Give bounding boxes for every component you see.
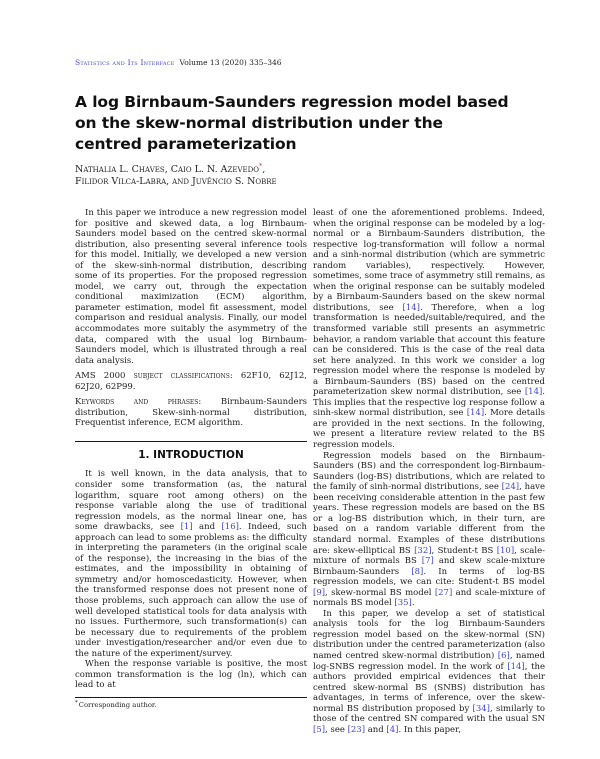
intro-paragraph-2: When the response variable is positive, the most common transformation is the log (ln), which can lead to at [75,659,307,691]
footnote-marker: * [75,699,78,706]
abstract-paragraph: In this paper we introduce a new regression model for positive and skewed data, a log Birnbaum-Saunders model based on the centred skew-normal distribution, also presenting several inference tools for this model. Initially, we developed a new version of the skew-sinh-normal distribution, describing some of its properties. For the proposed regression model, we carry out, through the expectation conditional maximization (ECM) algorithm, parameter estimation, model fit assessment, model comparison and residual analysis. Finally, our model accommodates more suitably the asymmetry of the data, compared with the usual log Birnbaum-Saunders model, which is illustrated through a real data analysis. [75,208,307,366]
text-run: , similarly to those of the centred SN compared with the usual SN [313,703,546,725]
text-run: , skew-normal BS model [325,587,435,598]
citation-link[interactable]: [14] [402,302,420,313]
contribution-paragraph [313,609,545,736]
authors-block [75,161,545,187]
section-1-heading: 1. INTRODUCTION [138,449,244,462]
corresponding-author-marker[interactable]: * [259,161,263,170]
citation-link[interactable]: [7] [421,556,434,567]
citation-link[interactable]: [16] [221,522,239,533]
intro-paragraph-1 [75,469,307,659]
text-run: , named log-SNBS regression model. In the work of [313,650,545,672]
keywords [75,397,307,429]
citation-link[interactable]: [8] [411,566,424,577]
ams-label: AMS 2000 subject classifications: [75,371,233,382]
text-run: , see [325,724,348,735]
left-column [75,208,307,735]
citation-link[interactable]: [35] [394,598,412,609]
citation-link[interactable]: [6] [497,650,510,661]
citation-link[interactable]: [10] [496,545,515,556]
citation-link[interactable]: [23] [347,724,366,735]
text-run: and [365,724,387,735]
text-run: . This implies that the respective log response follow a sinh-skew normal distribution, see [313,387,545,419]
citation-link[interactable]: [9] [313,587,326,598]
footnote-rule [75,697,307,698]
page-content [75,58,545,735]
text-run: Regression models based on the Birnbaum-Saunders (BS) and the correspondent log-Birnbaum-Saunders (log-BS) distributions, which are related to the family of sinh-normal distributions, see [313,450,545,493]
citation-link[interactable]: [27] [434,587,453,598]
authors-line-1 [75,161,545,176]
journal-header [75,58,545,68]
text-run: . In this paper, [398,724,461,735]
citation-link[interactable]: [14] [507,661,525,672]
ams-classifications [75,371,307,392]
author-names-tail: , [262,164,266,175]
text-run: . Therefore, when a log transformation is needed/suitable/required, and the transformed variable still presents an asymmetric behavior, a random variable that account this feature can be considered. This is the case of the real data set here analyzed. In this work we consider a log regression model where the response is modeled by a Birnbaum-Saunders (BS) based on the centred parameterization skew normal distribution, see [313,302,545,398]
right-column [313,208,545,735]
text-run: , have been receiving considerable attention in the past few years. These regression models are based on the BS or a log-BS distribution which, in their turn, are based on a random variable different from the standard normal. Examples of these distributions are: skew-elliptical BS [313,482,545,556]
text-run: and scale-mixture of normals BS model [313,587,545,609]
journal-name-link[interactable]: Statistics and Its Interface [75,58,175,67]
text-run: It is well known, in the data analysis, that to consider some transformation (as, the natural logarithm, square root among others) on the response variable along the use of traditional regression models, as the normal linear one, has some drawbacks, see [75,469,307,533]
citation-link[interactable]: [24] [501,482,520,493]
text-run: , Student-t BS [431,545,497,556]
volume-info: Volume 13 (2020) 335–346 [179,58,282,67]
paper-title-line-1: A log Birnbaum-Saunders regression model based [75,93,509,111]
citation-link[interactable]: [5] [313,724,326,735]
footnote-text: Corresponding author. [78,700,157,709]
two-column-body [75,208,545,735]
section-divider-rule [75,441,307,443]
keywords-label: Keywords and phrases: [75,397,202,408]
citation-link[interactable]: [1] [180,522,193,533]
author-names: Nathalia L. Chaves, Caio L. N. Azevedo [75,164,260,175]
keywords-value: Birnbaum-Saunders distribution, Skew-sinh-normal distribution, Frequentist inference, ECM algorithm. [75,397,307,429]
author-names: Filidor Vilca-Labra, and Juvêncio S. Nobre [75,175,277,187]
intro-paragraph-continuation [313,208,545,451]
footnote-block [75,697,307,710]
paper-title [75,92,545,155]
ams-value: 62F10, 62J12, 62J20, 62P99. [75,371,307,392]
citation-link[interactable]: [34] [472,703,490,714]
text-run: least of one the aforementioned problems. Indeed, when the original response can be modeled by a log-normal or a Birnbaum-Saunders distribution, the respective log-transformation will follow a normal and a sinh-normal distribution (which are symmetric random variables), respectively. However, sometimes, some trace of asymmetry still remains, as when the original response can be suitably modeled by a Birnbaum-Saunders based on the skew normal distributions, see [313,208,545,313]
citation-link[interactable]: [14] [466,408,485,419]
text-run: and skew scale-mixture Birnbaum-Saunders [313,556,545,577]
citation-link[interactable]: [32] [414,545,432,556]
text-run: , scale-mixture of normals BS [313,545,545,567]
citation-link[interactable]: [4] [386,724,399,735]
literature-review-paragraph [313,451,545,609]
text-run: . More details are provided in the next sections. In the following, we present a literature review related to the BS regression models. [313,408,545,451]
text-run: , the authors provided empirical evidences that their centred skew-normal BS (SNBS) distribution has advantages, in terms of inference, over the skew-normal BS distribution proposed by [313,661,546,714]
paper-title-line-3: centred parameterization [75,135,297,153]
citation-link[interactable]: [14] [524,387,543,398]
text-run: In this paper, we develop a set of statistical analysis tools for the log Birnbaum-Saunders regression model based on the skew-normal (SN) distribution under the centred parameterization (also named centred skew-normal distribution) [313,608,545,661]
text-run: and [192,522,222,533]
text-run: . Indeed, such approach can lead to some problems as: the difficulty in interpreting the parameters (in the original scale of the response), the increasing in the bias of the estimates, and the impossibility in obtaining of symmetry and/or homoscedasticity. However, when the transformed response does not present none of those problems, such approach can allow the use of well developed statistical tools for data analysis with no issues. Furthermore, such transformation(s) can be necessary due to requirements of the problem under investigation/researcher and/or even due to the nature of the experiment/survey. [75,522,308,659]
text-run: . In terms of log-BS regression models, we can cite: Student-t BS model [313,566,545,588]
text-run: . [411,598,415,609]
authors-line-2 [75,176,545,188]
paper-title-line-2: on the skew-normal distribution under the [75,114,443,132]
